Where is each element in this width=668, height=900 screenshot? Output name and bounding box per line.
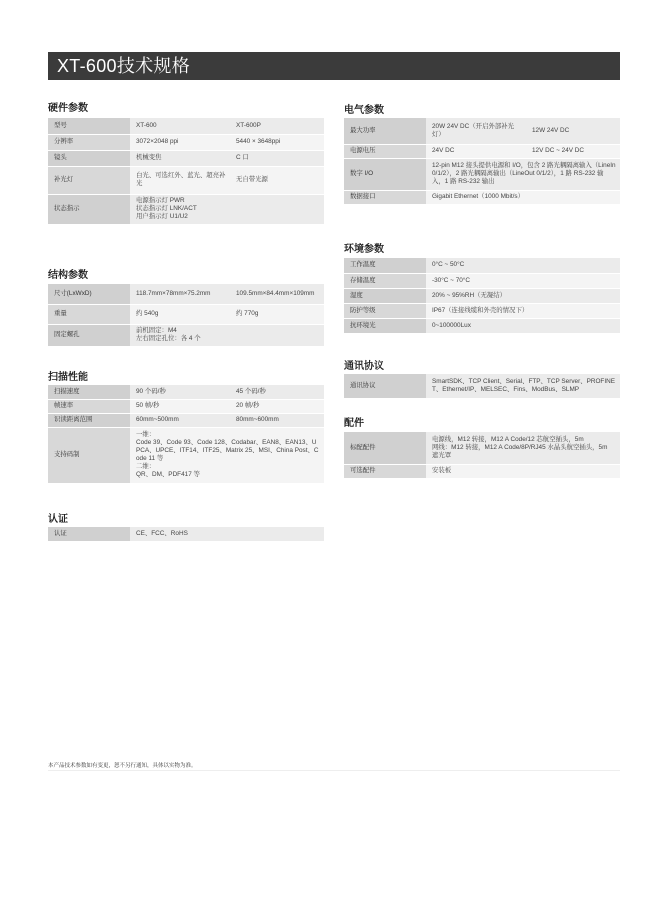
row-label: 湿度	[344, 288, 426, 303]
row-value: 前机固定：M4 左右固定孔位：各 4 个	[130, 324, 324, 346]
row-label: 标配配件	[344, 432, 426, 464]
row-value: C 口	[230, 150, 324, 166]
table-row	[344, 303, 620, 318]
row-value: SmartSDK、TCP Client、Serial、FTP、TCP Server、PROFINET、Ethernet/IP、MELSEC、Fins、ModBus、SLMP	[426, 374, 620, 398]
table-row	[344, 374, 620, 398]
row-value: 12-pin M12 接头提供电源和 I/O，包含 2 路光耦隔离输入（LineIn 0/1/2），2 路光耦隔离输出（LineOut 0/1/2），1 路 RS-232 输入，1 路 RS-232 输出	[426, 158, 620, 190]
row-value: 45 个码/秒	[230, 385, 324, 399]
table-row	[344, 318, 620, 333]
row-label: 通讯协议	[344, 374, 426, 398]
row-label: 防护等级	[344, 303, 426, 318]
certification-table	[48, 527, 324, 542]
table-row	[48, 150, 324, 166]
table-row	[48, 166, 324, 194]
table-row	[48, 413, 324, 427]
row-value: XT-600P	[230, 118, 324, 134]
table-row	[344, 464, 620, 478]
page-title: XT-600技术规格	[48, 52, 620, 80]
hardware-table	[48, 118, 324, 225]
table-row	[48, 385, 324, 399]
row-label: 型号	[48, 118, 130, 134]
row-value: 90 个码/秒	[130, 385, 230, 399]
row-value: 电源线，M12 转接，M12 A Code/12 芯航空插头，5m 网线：M12 转接，M12 A Code/8P/RJ45 水晶头航空插头，5m 遮光罩	[426, 432, 620, 464]
row-label: 工作温度	[344, 258, 426, 273]
row-value: IP67（连接线缆和外壳的情况下）	[426, 303, 620, 318]
row-value: -30°C ~ 70°C	[426, 273, 620, 288]
row-value: CE、FCC、RoHS	[130, 527, 324, 541]
row-value: 白光、可选红外、蓝光、超亮补光	[130, 166, 230, 194]
table-row	[344, 118, 620, 144]
row-label: 尺寸(LxWxD)	[48, 284, 130, 304]
electrical-table	[344, 118, 620, 205]
table-row	[48, 427, 324, 483]
table-row	[48, 118, 324, 134]
row-value: 60mm~500mm	[130, 413, 230, 427]
table-row	[48, 324, 324, 346]
row-value: 80mm~600mm	[230, 413, 324, 427]
row-label: 固定螺孔	[48, 324, 130, 346]
row-value: 约 770g	[230, 304, 324, 324]
environment-heading: 环境参数	[344, 244, 384, 255]
row-value: 109.5mm×84.4mm×109mm	[230, 284, 324, 304]
footer-divider	[48, 770, 620, 771]
row-label: 状态指示	[48, 194, 130, 224]
row-value: 20W 24V DC（开启外部补光灯）	[426, 118, 526, 144]
environment-table	[344, 258, 620, 334]
row-value: 20% ~ 95%RH（无凝结）	[426, 288, 620, 303]
table-row	[48, 304, 324, 324]
row-label: 最大功率	[344, 118, 426, 144]
row-value: 0°C ~ 50°C	[426, 258, 620, 273]
certification-heading: 认证	[48, 514, 68, 525]
table-row	[344, 190, 620, 204]
row-value: 无自带光源	[230, 166, 324, 194]
scanning-table	[48, 385, 324, 484]
row-label: 重量	[48, 304, 130, 324]
row-label: 识读距离范围	[48, 413, 130, 427]
row-label: 支持码制	[48, 427, 130, 483]
row-value: 3072×2048 ppi	[130, 134, 230, 150]
row-value: 50 帧/秒	[130, 399, 230, 413]
electrical-heading: 电气参数	[344, 105, 384, 116]
communication-table	[344, 374, 620, 399]
row-value: 118.7mm×78mm×75.2mm	[130, 284, 230, 304]
row-label: 存储温度	[344, 273, 426, 288]
row-value: 机械变焦	[130, 150, 230, 166]
row-value: 24V DC	[426, 144, 526, 158]
communication-heading: 通讯协议	[344, 361, 384, 372]
row-label: 抗环境光	[344, 318, 426, 333]
table-row	[48, 527, 324, 541]
table-row	[48, 194, 324, 224]
row-label: 认证	[48, 527, 130, 541]
row-label: 分辨率	[48, 134, 130, 150]
accessories-heading: 配件	[344, 418, 364, 429]
row-value: XT-600	[130, 118, 230, 134]
row-value: 安装板	[426, 464, 620, 478]
table-row	[48, 134, 324, 150]
row-value: 0~100000Lux	[426, 318, 620, 333]
row-label: 电源电压	[344, 144, 426, 158]
row-value: 约 540g	[130, 304, 230, 324]
row-label: 数字 I/O	[344, 158, 426, 190]
structure-heading: 结构参数	[48, 270, 88, 281]
row-value: Gigabit Ethernet（1000 Mbit/s）	[426, 190, 620, 204]
table-row	[344, 158, 620, 190]
row-label: 扫描速度	[48, 385, 130, 399]
table-row	[344, 144, 620, 158]
row-label: 补光灯	[48, 166, 130, 194]
table-row	[344, 258, 620, 273]
row-label: 帧速率	[48, 399, 130, 413]
hardware-heading: 硬件参数	[48, 103, 88, 114]
scanning-heading: 扫描性能	[48, 372, 88, 383]
row-value: 20 帧/秒	[230, 399, 324, 413]
row-label: 镜头	[48, 150, 130, 166]
table-row	[344, 273, 620, 288]
footer-note: 本产品技术参数如有变更，恕不另行通知，具体以实物为准。	[48, 763, 197, 769]
table-row	[344, 432, 620, 464]
row-label: 数据接口	[344, 190, 426, 204]
row-value: 电源指示灯 PWR 状态指示灯 LNK/ACT 用户指示灯 U1/U2	[130, 194, 324, 224]
row-value: 12W 24V DC	[526, 118, 620, 144]
table-row	[344, 288, 620, 303]
row-value: 一维： Code 39、Code 93、Code 128、Codabar、EAN8、EAN13、UPCA、UPCE、ITF14、ITF25、Matrix 25、MSI、China Post、Code 11 等 二维： QR、DM、PDF417 等	[130, 427, 324, 483]
row-value: 12V DC ~ 24V DC	[526, 144, 620, 158]
row-label: 可选配件	[344, 464, 426, 478]
structure-table	[48, 284, 324, 347]
table-row	[48, 284, 324, 304]
table-row	[48, 399, 324, 413]
row-value: 5440 × 3648ppi	[230, 134, 324, 150]
accessories-table	[344, 432, 620, 479]
